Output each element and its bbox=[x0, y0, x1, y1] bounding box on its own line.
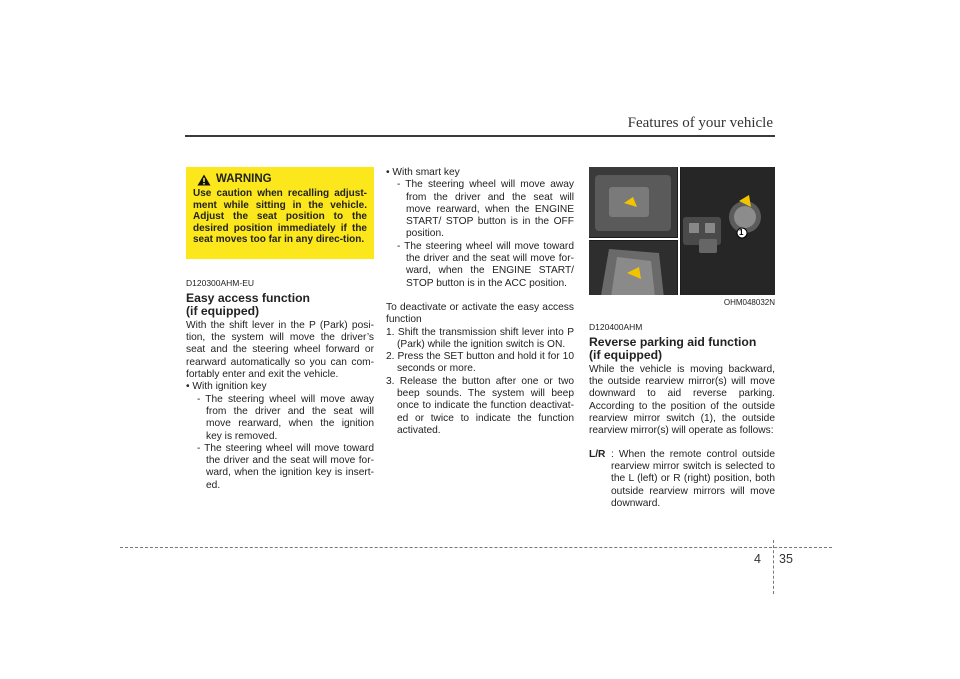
header-rule bbox=[185, 135, 775, 137]
mirror-switch-illustration bbox=[589, 167, 775, 309]
ignition-key-item-2: - The steering wheel will move toward the driver and the seat will move for-ward, when the ignition key is insert-ed. bbox=[197, 442, 374, 491]
step-2: 2. Press the SET button and hold it for 10 seconds or more. bbox=[386, 351, 574, 375]
smart-key-item-2: - The steering wheel will move toward the driver and the seat will move for-ward, when the ENGINE START/ STOP button is in the ACC position. bbox=[397, 240, 574, 289]
mirror-switch-photo bbox=[589, 167, 775, 309]
figure-label: OHM048032N bbox=[723, 298, 775, 307]
reverse-section-heading bbox=[589, 336, 775, 362]
heading-line-1: Easy access function bbox=[186, 291, 310, 306]
footer-dashed-rule bbox=[120, 547, 832, 548]
step-3: 3. Release the button after one or two beep sounds. The system will beep once to indicate the function deactivat-ed or twice to indicate the function activated. bbox=[386, 375, 574, 436]
section-heading bbox=[186, 292, 374, 318]
chapter-number: 4 bbox=[754, 552, 761, 566]
lr-key: L/R bbox=[589, 448, 606, 460]
step-1: 1. Shift the transmission shift lever into P (Park) while the ignition switch is ON. bbox=[386, 326, 574, 350]
smart-key-item-1: - The steering wheel will move away from the driver and the seat will move rearward, when the ENGINE START/ STOP button is in the OFF position. bbox=[397, 179, 574, 240]
reverse-intro: While the vehicle is moving backward, the outside rearview mirror(s) will move downward to aid reverse parking. According to the position of the outside rearview mirror switch (1), the outside rearview mirror(s) will operate as follows: bbox=[589, 363, 775, 437]
smart-key-bullet: • With smart key bbox=[386, 167, 460, 178]
reverse-heading-line-2: (if equipped) bbox=[589, 348, 663, 363]
warning-box bbox=[186, 167, 374, 259]
reverse-section-code: D120400AHM bbox=[589, 322, 643, 332]
deactivate-intro: To deactivate or activate the easy access function bbox=[386, 301, 574, 326]
column-right bbox=[589, 167, 775, 510]
column-middle bbox=[386, 167, 574, 437]
heading-line-2: (if equipped) bbox=[186, 304, 260, 319]
footer-vertical-rule bbox=[773, 540, 774, 594]
column-left bbox=[186, 167, 374, 492]
section-code: D120300AHM-EU bbox=[186, 278, 255, 288]
reverse-heading-line-1: Reverse parking aid function bbox=[589, 335, 757, 350]
lr-text: : When the remote control outside rearview mirror switch is selected to the L (left) or R (right) position, both outside rearview mirrors will move downward. bbox=[611, 448, 775, 509]
page-header-title: Features of your vehicle bbox=[627, 115, 773, 131]
easy-access-intro: With the shift lever in the P (Park) posi-tion, the system will move the driver’s seat and the steering wheel forward or rearward automatically so you can com-fortably enter and exit the vehicle. bbox=[186, 319, 374, 381]
warning-text: Use caution when recalling adjust-ment while sitting in the vehicle. Adjust the seat position to the desired position immediately if the seat moves too far in any direc-tion. bbox=[193, 188, 367, 246]
ignition-key-bullet: • With ignition key bbox=[186, 381, 267, 393]
figure-callout-number: 1 bbox=[739, 228, 744, 237]
ignition-key-item-1: - The steering wheel will move away from the driver and the seat will move rearward, when the ignition key is removed. bbox=[197, 393, 374, 442]
page-number: 35 bbox=[779, 552, 793, 566]
lr-definition bbox=[589, 449, 775, 510]
spacer bbox=[589, 438, 775, 449]
warning-title: WARNING bbox=[216, 173, 272, 186]
warning-triangle-icon bbox=[197, 174, 211, 186]
warning-header bbox=[193, 174, 367, 186]
spacer bbox=[386, 290, 574, 302]
